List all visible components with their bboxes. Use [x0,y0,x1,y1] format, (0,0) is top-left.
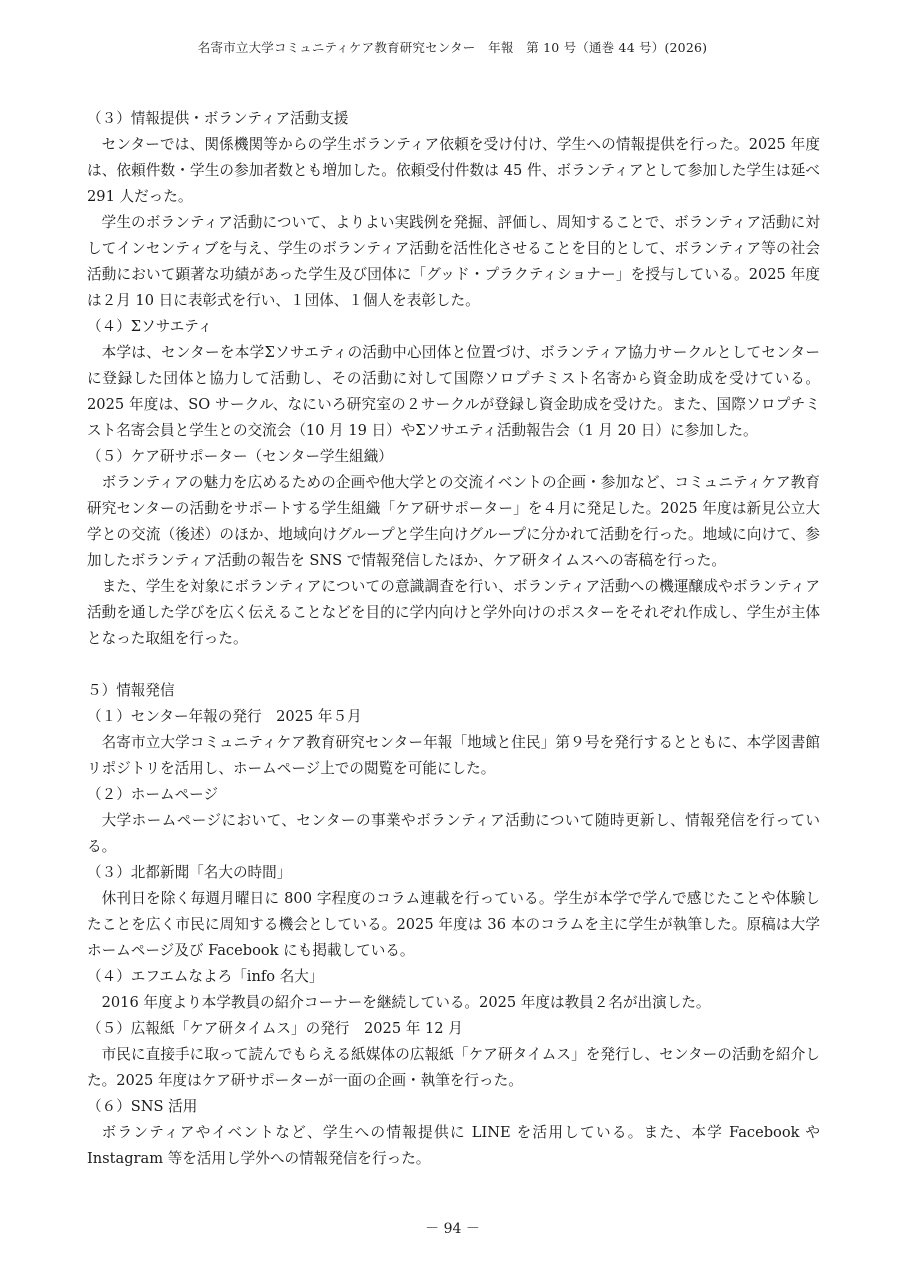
section-title: ５）情報発信 [87,682,175,699]
section-spacer [87,652,820,678]
subsection-heading-5b: （５）広報紙「ケア研タイムス」の発行 2025 年 12 月 [87,1020,463,1037]
subsection-heading-2: （２）ホームページ [87,786,219,803]
subsection-heading-1: （１）センター年報の発行 2025 年５月 [87,708,362,725]
page-number: － 94 － [425,1221,480,1237]
running-header: 名寄市立大学コミュニティケア教育研究センター 年報 第 10 号（通巻 44 号）(2026) [197,40,708,55]
subsection-heading-4: （４）Σソサエティ [87,318,213,335]
paragraph: ボランティアの魅力を広めるための企画や他大学との交流イベントの企画・参加など、コミュニティケア教育研究センターの活動をサポートする学生組織「ケア研サポーター」を４月に発足した。2025 年度は新見公立大学との交流（後述）のほか、地域向けグループと学生向けグループに分かれて活動を行った。地域に向けて、参加したボランティア活動の報告を SNS で情報発信したほか、ケア研タイムスへの寄稿を行った。 [87,474,820,569]
paragraph: 2016 年度より本学教員の紹介コーナーを継続している。2025 年度は教員２名が出演した。 [101,994,711,1011]
subsection-heading-6b: （６）SNS 活用 [87,1098,198,1115]
paragraph: 休刊日を除く毎週月曜日に 800 字程度のコラム連載を行っている。学生が本学で学んで感じたことや体験したことを広く市民に周知する機会としている。2025 年度は 36 本のコラムを主に学生が執筆した。原稿は大学ホームページ及び Facebook にも掲載している。 [87,890,820,959]
subsection-heading-4b: （４）エフエムなよろ「info 名大」 [87,968,324,985]
subsection-heading-3: （３）情報提供・ボランティア活動支援 [87,110,349,127]
paragraph: 本学は、センターを本学Σソサエティの活動中心団体と位置づけ、ボランティア協力サークルとしてセンターに登録した団体と協力して活動し、その活動に対して国際ソロプチミスト名寄から資金助成を受けている。2025 年度は、SO サークル、なにいろ研究室の２サークルが登録し資金助成を受けた。また、国際ソロプチミスト名寄会員と学生との交流会（10 月 19 日）やΣソサエティ活動報告会（1 月 20 日）に参加した。 [87,344,820,439]
paragraph: ボランティアやイベントなど、学生への情報提供に LINE を活用している。また、本学 Facebook や Instagram 等を活用し学外への情報発信を行った。 [87,1124,820,1167]
paragraph: また、学生を対象にボランティアについての意識調査を行い、ボランティア活動への機運醸成やボランティア活動を通した学びを広く伝えることなどを目的に学内向けと学外向けのポスターをそれぞれ作成し、学生が主体となった取組を行った。 [87,578,820,647]
paragraph: 名寄市立大学コミュニティケア教育研究センター年報「地域と住民」第９号を発行するとともに、本学図書館リポジトリを活用し、ホームページ上での閲覧を可能にした。 [87,734,820,777]
subsection-heading-3b: （３）北都新聞「名大の時間」 [87,864,292,881]
paragraph: 学生のボランティア活動について、よりよい実践例を発掘、評価し、周知することで、ボランティア活動に対してインセンティブを与え、学生のボランティア活動を活性化させることを目的として、ボランティア等の社会活動において顕著な功績があった学生及び団体に「グッド・プラクティショナー」を授与している。2025 年度は２月 10 日に表彰式を行い、１団体、１個人を表彰した。 [87,214,820,309]
page-body [87,106,820,1172]
paragraph: 大学ホームページにおいて、センターの事業やボランティア活動について随時更新し、情報発信を行っている。 [87,812,820,855]
paragraph: 市民に直接手に取って読んでもらえる紙媒体の広報紙「ケア研タイムス」を発行し、センターの活動を紹介した。2025 年度はケア研サポーターが一面の企画・執筆を行った。 [87,1046,820,1089]
subsection-heading-5: （５）ケア研サポーター（センター学生組織） [87,448,393,465]
paragraph: センターでは、関係機関等からの学生ボランティア依頼を受け付け、学生への情報提供を行った。2025 年度は、依頼件数・学生の参加者数とも増加した。依頼受付件数は 45 件、ボランティアとして参加した学生は延べ 291 人だった。 [87,136,820,205]
